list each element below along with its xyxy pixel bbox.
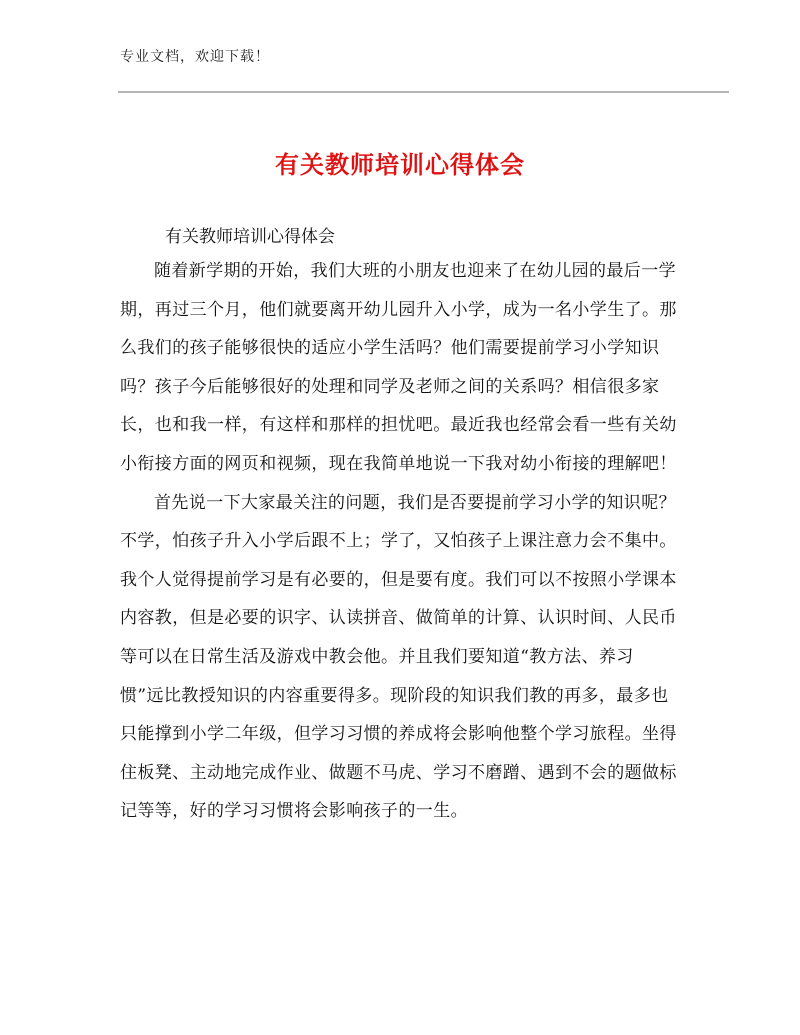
- document-title: 有关教师培训心得体会: [275, 151, 525, 179]
- document-body: [120, 252, 677, 831]
- header-divider: [118, 91, 729, 93]
- document-subtitle: 有关教师培训心得体会: [165, 227, 335, 247]
- header-note: 专业文档，欢迎下载！: [120, 49, 270, 65]
- paragraph-1: 随着新学期的开始，我们大班的小朋友也迎来了在幼儿园的最后一学期，再过三个月，他们就要离开幼儿园升入小学，成为一名小学生了。那么我们的孩子能够很快的适应小学生活吗？他们需要提前学习小学知识吗？孩子今后能够很好的处理和同学及老师之间的关系吗？相信很多家长，也和我一样，有这样和那样的担忧吧。最近我也经常会看一些有关幼小衔接方面的网页和视频，现在我简单地说一下我对幼小衔接的理解吧！: [120, 261, 677, 474]
- paragraph-2: 首先说一下大家最关注的问题，我们是否要提前学习小学的知识呢？不学，怕孩子升入小学后跟不上；学了，又怕孩子上课注意力会不集中。我个人觉得提前学习是有必要的，但是要有度。我们可以不按照小学课本内容教，但是必要的识字、认读拼音、做简单的计算、认识时间、人民币等可以在日常生活及游戏中教会他。并且我们要知道“教方法、养习惯”远比教授知识的内容重要得多。现阶段的知识我们教的再多，最多也只能撑到小学二年级，但学习习惯的养成将会影响他整个学习旅程。坐得住板凳、主动地完成作业、做题不马虎、学习不磨蹭、遇到不会的题做标记等等，好的学习习惯将会影响孩子的一生。: [120, 492, 677, 822]
